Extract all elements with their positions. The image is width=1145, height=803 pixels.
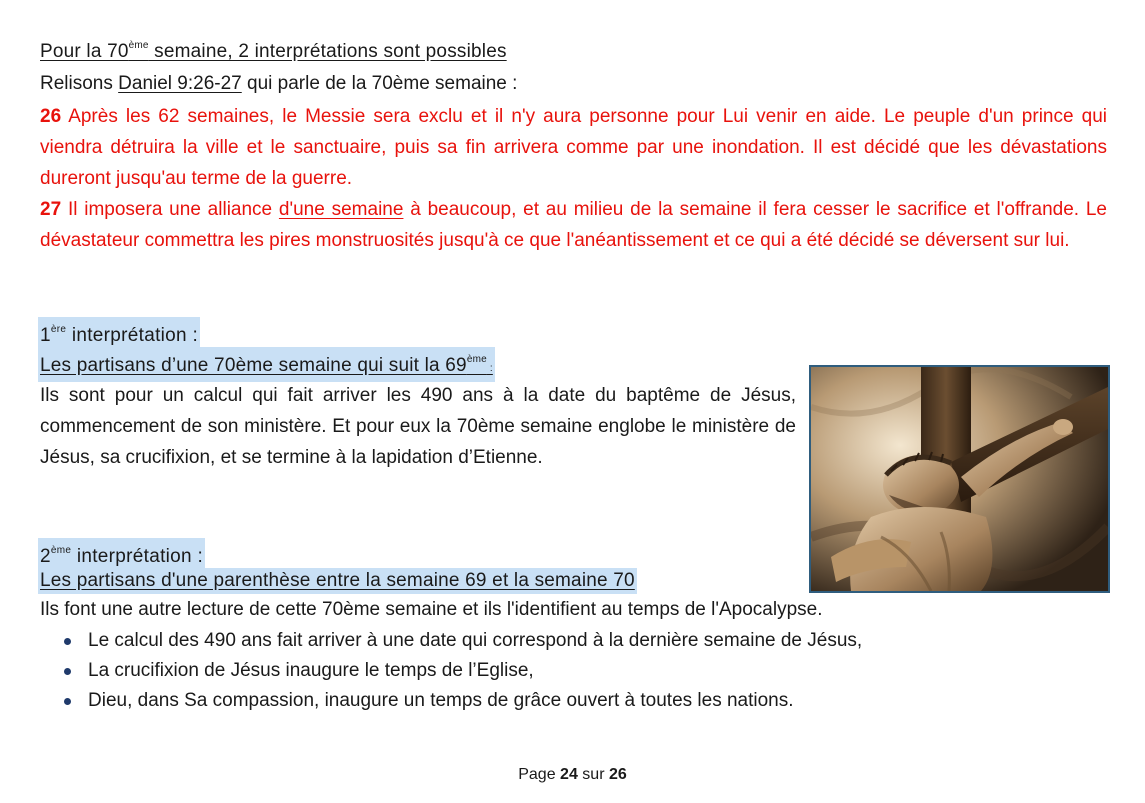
page-total: 26 xyxy=(608,766,627,783)
interpretation-2-bullet-list xyxy=(60,626,862,716)
interpretation-1-body: Ils sont pour un calcul qui fait arriver les 490 ans à la date du baptême de Jésus, commencement de son ministère. Et pour eux la 70ème semaine englobe le ministère de Jésus, sa crucifixion, et se termine à la lapidation d’Etienne. xyxy=(40,385,796,468)
list-item: La crucifixion de Jésus inaugure le temps de l’Eglise, xyxy=(60,656,862,686)
bullet-icon xyxy=(64,668,71,675)
page-footer: Page 24 sur 26 xyxy=(518,766,627,783)
intro-line: Relisons Daniel 9:26-27 qui parle de la 70ème semaine : xyxy=(40,73,518,94)
interpretation-2-heading: 2ème interprétation : xyxy=(38,538,205,570)
page-title: Pour la 70ème semaine, 2 interprétations sont possibles xyxy=(40,40,507,62)
verse-27: 27 Il imposera une alliance d'une semaine à beaucoup, et au milieu de la semaine il fera cesser le sacrifice et l'offrande. Le dévastateur commettra les pires monstruosités jusqu'à ce que l'anéantissement et ce qui a été décidé se déversent sur lui. xyxy=(40,199,1107,251)
crucifixion-image xyxy=(809,365,1110,593)
bullet-icon xyxy=(64,638,71,645)
interpretation-1-heading: 1ère interprétation : xyxy=(38,317,200,349)
list-item: Le calcul des 490 ans fait arriver à une date qui correspond à la dernière semaine de Jésus, xyxy=(60,626,862,656)
verse-number: 27 xyxy=(40,199,62,220)
page-number: 24 xyxy=(560,766,578,783)
interpretation-2-subheading: Les partisans d'une parenthèse entre la semaine 69 et la semaine 70 xyxy=(38,568,637,594)
verse-26: 26 Après les 62 semaines, le Messie sera exclu et il n'y aura personne pour Lui venir en aide. Le peuple d'un prince qui viendra détruira la ville et le sanctuaire, puis sa fin arrivera comme par une inondation. Il est décidé que les dévastations dureront jusqu'au terme de la guerre. xyxy=(40,106,1107,189)
verse-number: 26 xyxy=(40,106,62,127)
bullet-icon xyxy=(64,698,71,705)
scripture-reference: Daniel 9:26-27 xyxy=(118,73,242,94)
interpretation-2-body: Ils font une autre lecture de cette 70ème semaine et ils l'identifient au temps de l'Apocalypse. xyxy=(40,599,823,620)
interpretation-1-subheading: Les partisans d’une 70ème semaine qui suit la 69ème : xyxy=(38,347,495,382)
list-item: Dieu, dans Sa compassion, inaugure un temps de grâce ouvert à toutes les nations. xyxy=(60,686,862,716)
